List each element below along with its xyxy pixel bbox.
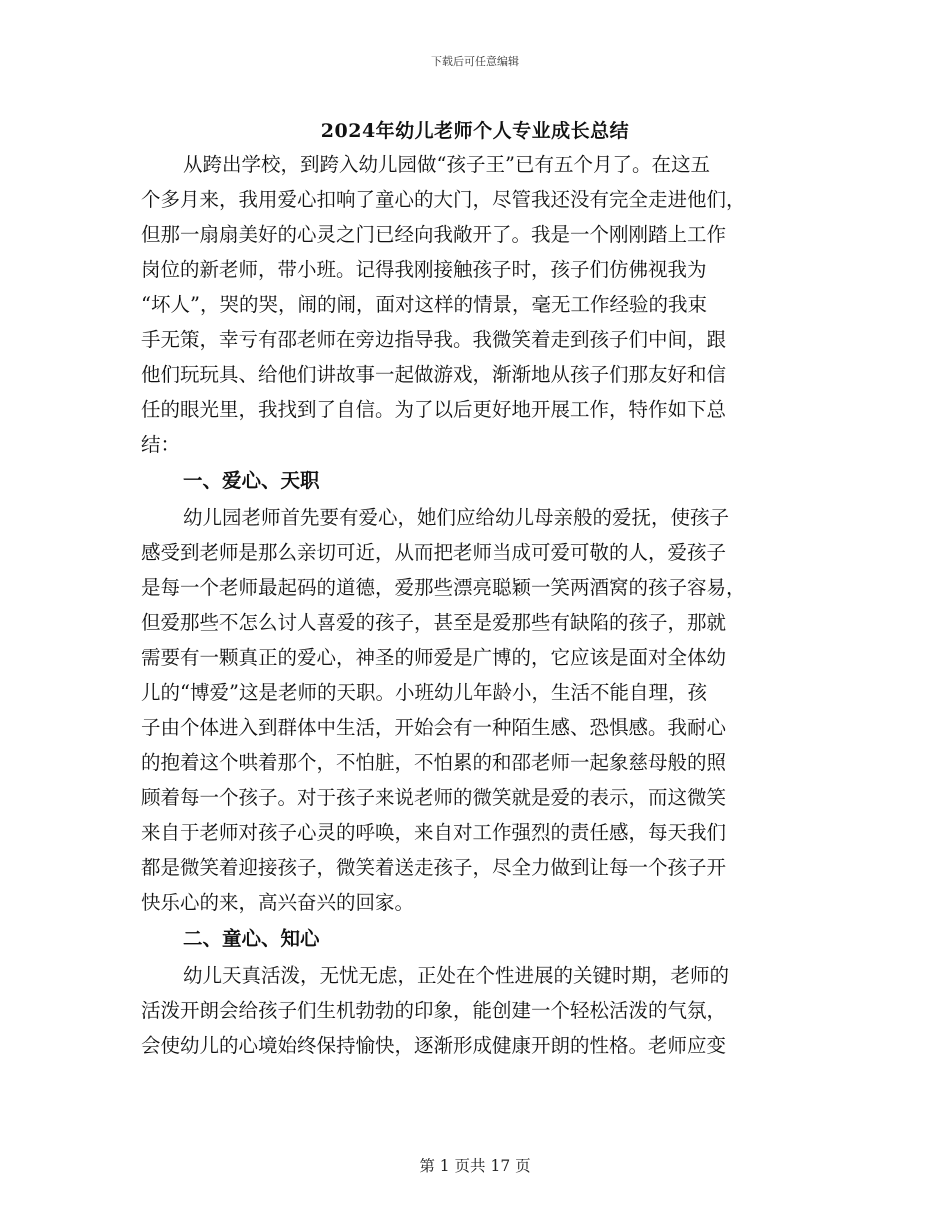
document-title: 2024年幼儿老师个人专业成长总结 [320,120,630,142]
paragraph-line: 但那一扇扇美好的心灵之门已经向我敞开了。我是一个刚刚踏上工作 [141,223,727,246]
paragraph-line: 但爱那些不怎么讨人喜爱的孩子，甚至是爱那些有缺陷的孩子，那就 [141,611,727,634]
paragraph-line: 顾着每一个孩子。对于孩子来说老师的微笑就是爱的表示，而这微笑 [141,786,727,809]
paragraph-line: “坏人”，哭的哭，闹的闹，面对这样的情景，毫无工作经验的我束 [141,293,707,316]
section-childlike-heart-paragraph [141,958,801,1063]
intro-paragraph [141,147,801,462]
paragraph-line: 儿的“博爱”这是老师的天职。小班幼儿年龄小，生活不能自理，孩 [141,681,707,704]
section-heading-love: 一、爱心、天职 [183,469,320,492]
section-love-paragraph [141,500,801,920]
paragraph-line: 从跨出学校，到跨入幼儿园做“孩子王”已有五个月了。在这五 [183,153,710,176]
document-body [141,147,801,1063]
paragraph-line: 需要有一颗真正的爱心，神圣的师爱是广博的，它应该是面对全体幼 [141,646,727,669]
page-number-footer: 第 1 页共 17 页 [419,1157,531,1175]
paragraph-line: 结： [141,433,181,456]
paragraph-line: 来自于老师对孩子心灵的呼唤，来自对工作强烈的责任感，每天我们 [141,821,727,844]
paragraph-line: 感受到老师是那么亲切可近，从而把老师当成可爱可敬的人，爱孩子 [141,541,727,564]
paragraph-line: 快乐心的来，高兴奋兴的回家。 [141,891,415,914]
paragraph-line: 幼儿天真活泼，无忧无虑，正处在个性进展的关键时期，老师的 [183,964,730,987]
paragraph-line: 个多月来，我用爱心扣响了童心的大门，尽管我还没有完全走进他们， [141,188,746,211]
section-heading-childlike-heart: 二、童心、知心 [183,927,320,950]
paragraph-line: 是每一个老师最起码的道德，爱那些漂亮聪颖一笑两酒窝的孩子容易， [141,576,746,599]
paragraph-line: 会使幼儿的心境始终保持愉快，逐渐形成健康开朗的性格。老师应变 [141,1034,727,1057]
paragraph-line: 都是微笑着迎接孩子，微笑着送走孩子，尽全力做到让每一个孩子开 [141,856,727,879]
paragraph-line: 活泼开朗会给孩子们生机勃勃的印象，能创建一个轻松活泼的气氛， [141,999,727,1022]
paragraph-line: 任的眼光里，我找到了自信。为了以后更好地开展工作，特作如下总 [141,398,727,421]
paragraph-line: 手无策，幸亏有邵老师在旁边指导我。我微笑着走到孩子们中间，跟 [141,328,727,351]
paragraph-line: 他们玩玩具、给他们讲故事一起做游戏，渐渐地从孩子们那友好和信 [141,363,727,386]
paragraph-line: 幼儿园老师首先要有爱心，她们应给幼儿母亲般的爱抚，使孩子 [183,506,730,529]
page-header-note: 下载后可任意编辑 [431,55,519,68]
paragraph-line: 岗位的新老师，带小班。记得我刚接触孩子时，孩子们仿佛视我为 [141,258,707,281]
paragraph-line: 子由个体进入到群体中生活，开始会有一种陌生感、恐惧感。我耐心 [141,716,727,739]
paragraph-line: 的抱着这个哄着那个，不怕脏，不怕累的和邵老师一起象慈母般的照 [141,751,727,774]
